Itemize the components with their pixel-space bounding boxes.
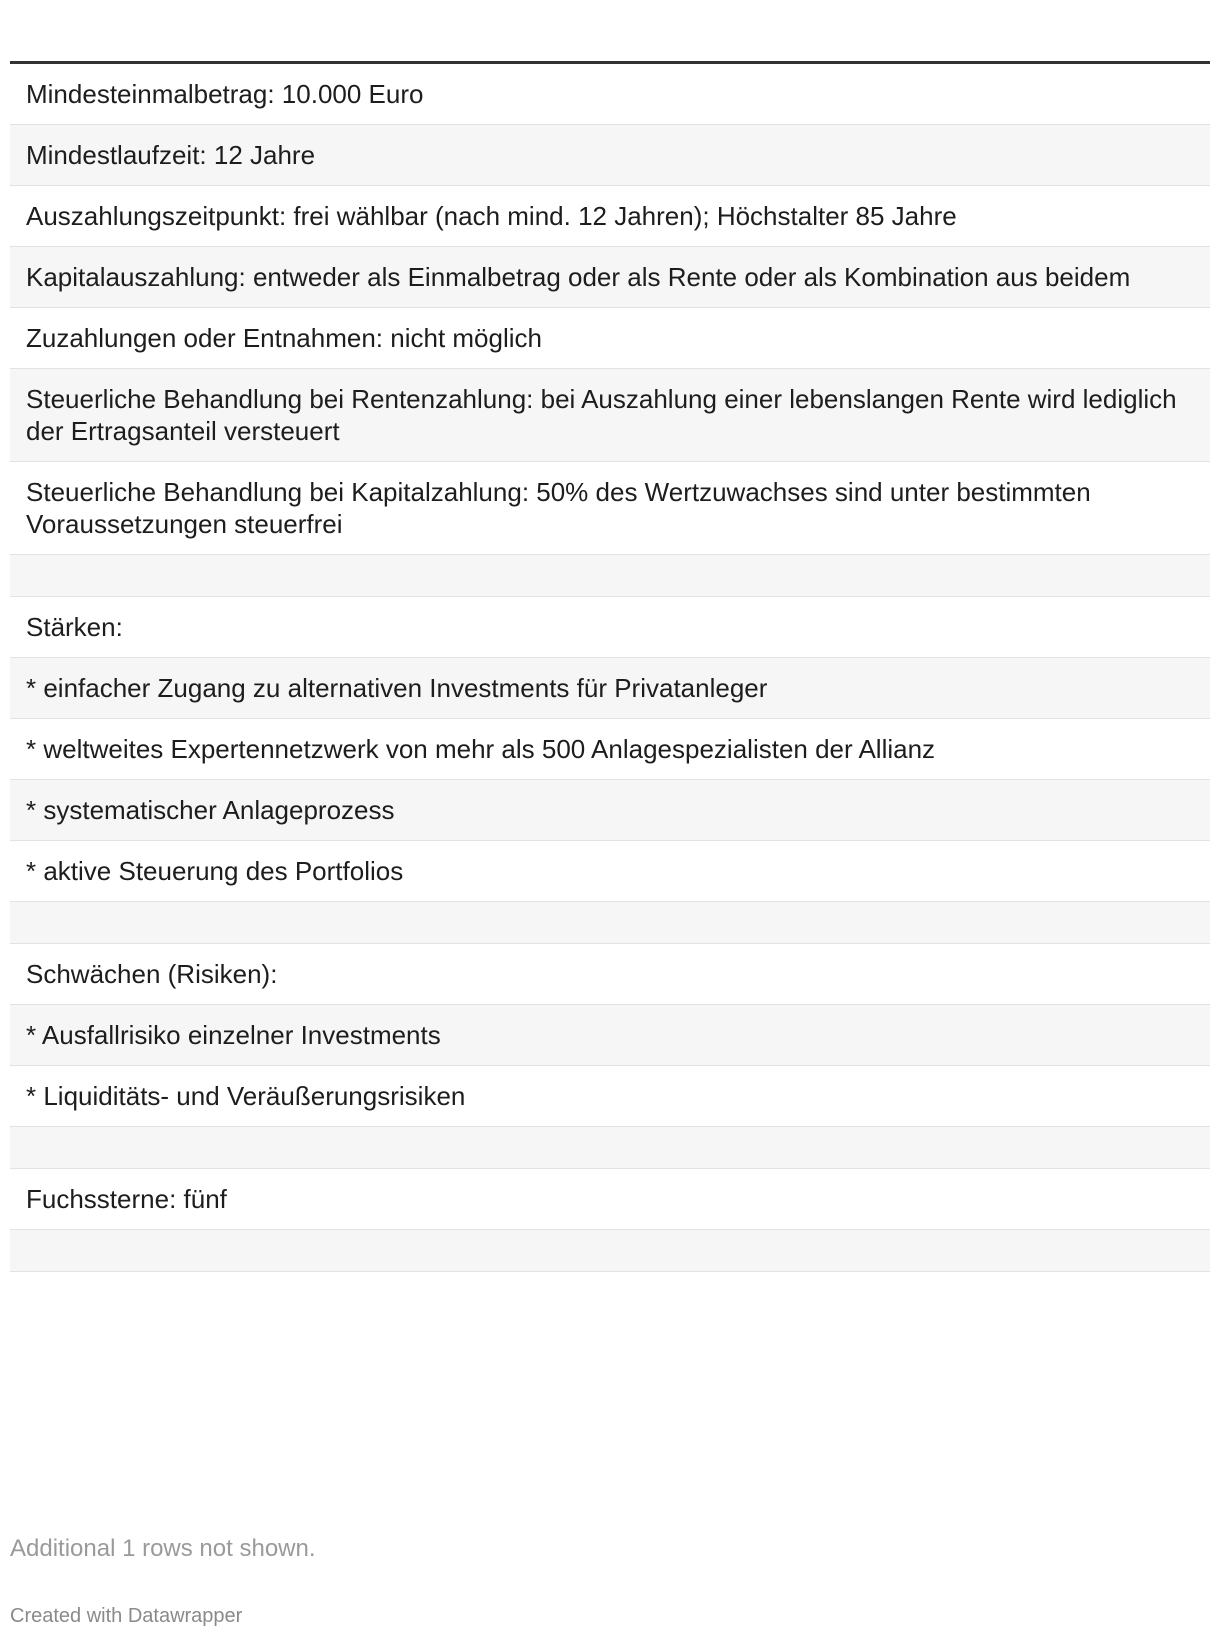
table-cell: Auszahlungszeitpunkt: frei wählbar (nach mind. 12 Jahren); Höchstalter 85 Jahre (10, 186, 1210, 247)
table-cell (10, 902, 1210, 944)
table-cell: * systematischer Anlageprozess (10, 780, 1210, 841)
table-row (10, 1169, 1210, 1230)
table-row (10, 186, 1210, 247)
table-row (10, 658, 1210, 719)
table-row (10, 247, 1210, 308)
datawrapper-credit: Created with Datawrapper (10, 1605, 243, 1627)
data-table (10, 64, 1210, 1272)
table-cell: * weltweites Expertennetzwerk von mehr als 500 Anlagespezialisten der Allianz (10, 719, 1210, 780)
table-row (10, 125, 1210, 186)
table-row (10, 462, 1210, 555)
table-row-empty (10, 555, 1210, 597)
table-cell: * aktive Steuerung des Portfolios (10, 841, 1210, 902)
table-cell: * einfacher Zugang zu alternativen Investments für Privatanleger (10, 658, 1210, 719)
table-cell (10, 1230, 1210, 1272)
table-row-empty (10, 1230, 1210, 1272)
table-cell: Steuerliche Behandlung bei Kapitalzahlung: 50% des Wertzuwachses sind unter bestimmten Voraussetzungen steuerfrei (10, 462, 1210, 555)
table-cell: Steuerliche Behandlung bei Rentenzahlung: bei Auszahlung einer lebenslangen Rente wird lediglich der Ertragsanteil versteuert (10, 369, 1210, 462)
table-row-empty (10, 902, 1210, 944)
table-cell: * Ausfallrisiko einzelner Investments (10, 1005, 1210, 1066)
table-cell: Mindestlaufzeit: 12 Jahre (10, 125, 1210, 186)
table-cell: Schwächen (Risiken): (10, 944, 1210, 1005)
table-row (10, 369, 1210, 462)
table-row (10, 308, 1210, 369)
table-row (10, 780, 1210, 841)
table-row (10, 841, 1210, 902)
table-row (10, 64, 1210, 125)
table-cell: Zuzahlungen oder Entnahmen: nicht möglich (10, 308, 1210, 369)
table-row (10, 1066, 1210, 1127)
table-cell (10, 1127, 1210, 1169)
data-table-container (10, 61, 1210, 1272)
table-row-empty (10, 1127, 1210, 1169)
table-row (10, 719, 1210, 780)
table-cell: Kapitalauszahlung: entweder als Einmalbetrag oder als Rente oder als Kombination aus beidem (10, 247, 1210, 308)
table-cell: Mindesteinmalbetrag: 10.000 Euro (10, 64, 1210, 125)
table-row (10, 944, 1210, 1005)
table-cell: * Liquiditäts- und Veräußerungsrisiken (10, 1066, 1210, 1127)
table-cell: Fuchssterne: fünf (10, 1169, 1210, 1230)
rows-not-shown-note: Additional 1 rows not shown. (10, 1535, 316, 1562)
table-cell: Stärken: (10, 597, 1210, 658)
table-row (10, 597, 1210, 658)
table-cell (10, 555, 1210, 597)
table-row (10, 1005, 1210, 1066)
